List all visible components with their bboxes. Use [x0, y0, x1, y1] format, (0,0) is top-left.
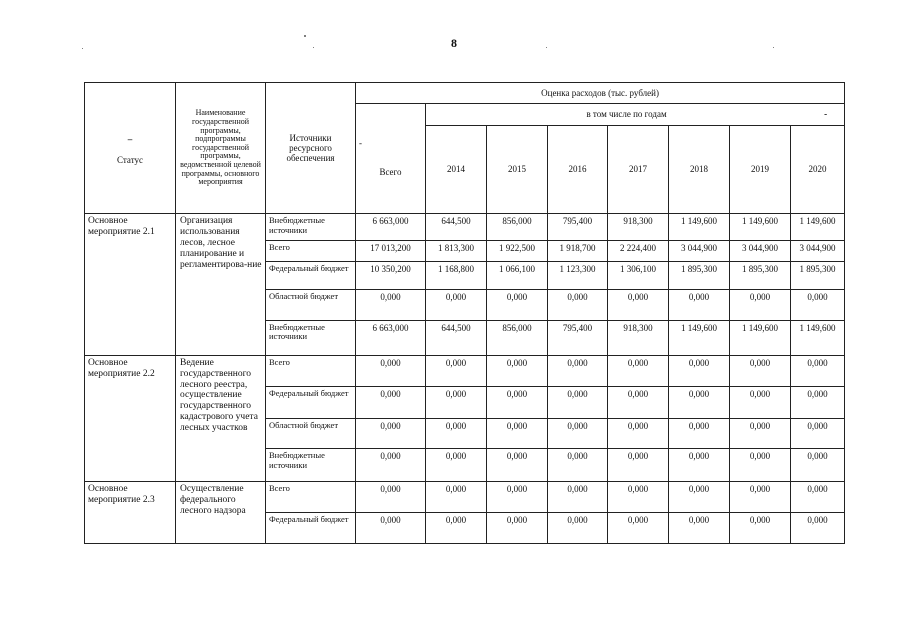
- year-value-cell: 1 918,700: [548, 240, 608, 261]
- status-mark: _: [127, 130, 133, 141]
- scan-speck: [773, 47, 774, 48]
- year-value-cell: 1 149,600: [791, 214, 845, 240]
- total-value-cell: 0,000: [356, 387, 426, 419]
- year-value-cell: 0,000: [791, 513, 845, 544]
- year-value-cell: 795,400: [548, 321, 608, 356]
- year-value-cell: 0,000: [487, 289, 548, 321]
- funding-source-cell: Внебюджетные источники: [266, 449, 356, 482]
- year-value-cell: 918,300: [608, 321, 669, 356]
- year-value-cell: 1 895,300: [791, 262, 845, 289]
- header-year: 2017: [608, 125, 669, 214]
- year-value-cell: 0,000: [730, 481, 791, 513]
- page-number: 8: [451, 36, 457, 50]
- scan-speck: [82, 48, 83, 49]
- total-value-cell: 0,000: [356, 289, 426, 321]
- year-value-cell: 0,000: [426, 289, 487, 321]
- scan-speck: [313, 47, 314, 48]
- year-value-cell: 856,000: [487, 214, 548, 240]
- year-value-cell: 0,000: [730, 513, 791, 544]
- total-value-cell: 6 663,000: [356, 214, 426, 240]
- header-estimate: Оценка расходов (тыс. рублей): [356, 83, 845, 104]
- header-year: 2020: [791, 125, 845, 214]
- total-value-cell: 0,000: [356, 449, 426, 482]
- header-total: Всего: [379, 166, 402, 177]
- total-value-cell: 0,000: [356, 355, 426, 387]
- year-value-cell: 0,000: [608, 449, 669, 482]
- table-row: [85, 355, 845, 387]
- year-value-cell: 2 224,400: [608, 240, 669, 261]
- year-value-cell: 856,000: [487, 321, 548, 356]
- year-value-cell: 0,000: [487, 355, 548, 387]
- total-value-cell: 0,000: [356, 418, 426, 449]
- year-value-cell: 0,000: [426, 481, 487, 513]
- status-cell: Основное мероприятие 2.2: [85, 355, 176, 481]
- header-name: Наименование государственной программы, подпрограммы государственной программы, ведомственной целевой программы, основного мероприятия: [176, 83, 266, 214]
- year-value-cell: 0,000: [548, 449, 608, 482]
- year-value-cell: 0,000: [730, 418, 791, 449]
- header-year: 2018: [669, 125, 730, 214]
- year-value-cell: 0,000: [608, 418, 669, 449]
- year-value-cell: 0,000: [608, 387, 669, 419]
- year-value-cell: 1 123,300: [548, 262, 608, 289]
- year-value-cell: 3 044,900: [669, 240, 730, 261]
- year-value-cell: 1 149,600: [791, 321, 845, 356]
- year-value-cell: 0,000: [669, 387, 730, 419]
- status-cell: Основное мероприятие 2.3: [85, 481, 176, 543]
- activity-name-cell: Осуществление федерального лесного надзора: [176, 481, 266, 543]
- year-value-cell: 0,000: [487, 513, 548, 544]
- total-value-cell: 0,000: [356, 481, 426, 513]
- year-value-cell: 0,000: [669, 418, 730, 449]
- header-year: 2015: [487, 125, 548, 214]
- header-by-years: в том числе по годам: [586, 109, 667, 120]
- year-value-cell: 1 149,600: [669, 321, 730, 356]
- funding-source-cell: Областной бюджет: [266, 418, 356, 449]
- year-value-cell: 0,000: [608, 289, 669, 321]
- year-value-cell: 1 168,800: [426, 262, 487, 289]
- year-value-cell: 0,000: [791, 355, 845, 387]
- total-mark: -: [359, 138, 362, 149]
- funding-source-cell: Федеральный бюджет: [266, 513, 356, 544]
- year-value-cell: 0,000: [548, 481, 608, 513]
- status-cell: Основное мероприятие 2.1: [85, 214, 176, 355]
- total-value-cell: 17 013,200: [356, 240, 426, 261]
- year-value-cell: 0,000: [487, 481, 548, 513]
- header-total-cell: [356, 104, 426, 214]
- year-value-cell: 3 044,900: [730, 240, 791, 261]
- year-value-cell: 0,000: [548, 418, 608, 449]
- year-value-cell: 0,000: [791, 418, 845, 449]
- year-value-cell: 0,000: [669, 355, 730, 387]
- year-value-cell: 0,000: [608, 513, 669, 544]
- year-value-cell: 0,000: [487, 387, 548, 419]
- year-value-cell: 644,500: [426, 214, 487, 240]
- table-row: [85, 481, 845, 513]
- header-year: 2014: [426, 125, 487, 214]
- year-value-cell: 0,000: [791, 387, 845, 419]
- year-value-cell: 0,000: [426, 449, 487, 482]
- year-value-cell: 1 813,300: [426, 240, 487, 261]
- year-value-cell: 0,000: [669, 449, 730, 482]
- year-value-cell: 0,000: [487, 418, 548, 449]
- header-row: [85, 83, 845, 104]
- year-value-cell: 0,000: [730, 355, 791, 387]
- year-value-cell: 1 306,100: [608, 262, 669, 289]
- funding-source-cell: Областной бюджет: [266, 289, 356, 321]
- header-year: 2016: [548, 125, 608, 214]
- year-value-cell: 0,000: [548, 355, 608, 387]
- header-sources: Источники ресурсного обеспечения: [266, 83, 356, 214]
- year-value-cell: 3 044,900: [791, 240, 845, 261]
- total-value-cell: 0,000: [356, 513, 426, 544]
- year-value-cell: 1 895,300: [730, 262, 791, 289]
- year-value-cell: 1 149,600: [730, 214, 791, 240]
- activity-name-cell: Организация использования лесов, лесное планирование и регламентирова-ние: [176, 214, 266, 355]
- funding-source-cell: Федеральный бюджет: [266, 387, 356, 419]
- funding-source-cell: Федеральный бюджет: [266, 262, 356, 289]
- by-years-mark: -: [824, 109, 828, 120]
- funding-source-cell: Всего: [266, 355, 356, 387]
- year-value-cell: 795,400: [548, 214, 608, 240]
- year-value-cell: 0,000: [608, 481, 669, 513]
- funding-source-cell: Внебюджетные источники: [266, 214, 356, 240]
- year-value-cell: 0,000: [669, 289, 730, 321]
- year-value-cell: 0,000: [426, 513, 487, 544]
- year-value-cell: 0,000: [548, 513, 608, 544]
- year-value-cell: 0,000: [791, 481, 845, 513]
- year-value-cell: 0,000: [791, 449, 845, 482]
- year-value-cell: 0,000: [730, 289, 791, 321]
- header-status: Статус: [117, 155, 143, 166]
- year-value-cell: 1 149,600: [669, 214, 730, 240]
- year-value-cell: 0,000: [426, 355, 487, 387]
- header-by-years-cell: [426, 104, 845, 125]
- year-value-cell: 1 149,600: [730, 321, 791, 356]
- header-status-cell: [85, 83, 176, 214]
- activity-name-cell: Ведение государственного лесного реестра, осуществление государственного кадастрового учета лесных участков: [176, 355, 266, 481]
- funding-source-cell: Всего: [266, 481, 356, 513]
- year-value-cell: 0,000: [548, 289, 608, 321]
- year-value-cell: 0,000: [669, 481, 730, 513]
- table-row: [85, 214, 845, 240]
- year-value-cell: 0,000: [791, 289, 845, 321]
- year-value-cell: 0,000: [426, 418, 487, 449]
- year-value-cell: 0,000: [669, 513, 730, 544]
- scan-speck: [304, 35, 306, 37]
- resource-budget-table: [84, 82, 845, 544]
- year-value-cell: 1 895,300: [669, 262, 730, 289]
- year-value-cell: 0,000: [426, 387, 487, 419]
- year-value-cell: 1 922,500: [487, 240, 548, 261]
- year-value-cell: 0,000: [730, 449, 791, 482]
- year-value-cell: 644,500: [426, 321, 487, 356]
- year-value-cell: 0,000: [608, 355, 669, 387]
- year-value-cell: 1 066,100: [487, 262, 548, 289]
- year-value-cell: 0,000: [730, 387, 791, 419]
- year-value-cell: 0,000: [487, 449, 548, 482]
- year-value-cell: 918,300: [608, 214, 669, 240]
- total-value-cell: 10 350,200: [356, 262, 426, 289]
- scan-speck: [546, 47, 547, 48]
- funding-source-cell: Всего: [266, 240, 356, 261]
- year-value-cell: 0,000: [548, 387, 608, 419]
- header-year: 2019: [730, 125, 791, 214]
- total-value-cell: 6 663,000: [356, 321, 426, 356]
- funding-source-cell: Внебюджетные источники: [266, 321, 356, 356]
